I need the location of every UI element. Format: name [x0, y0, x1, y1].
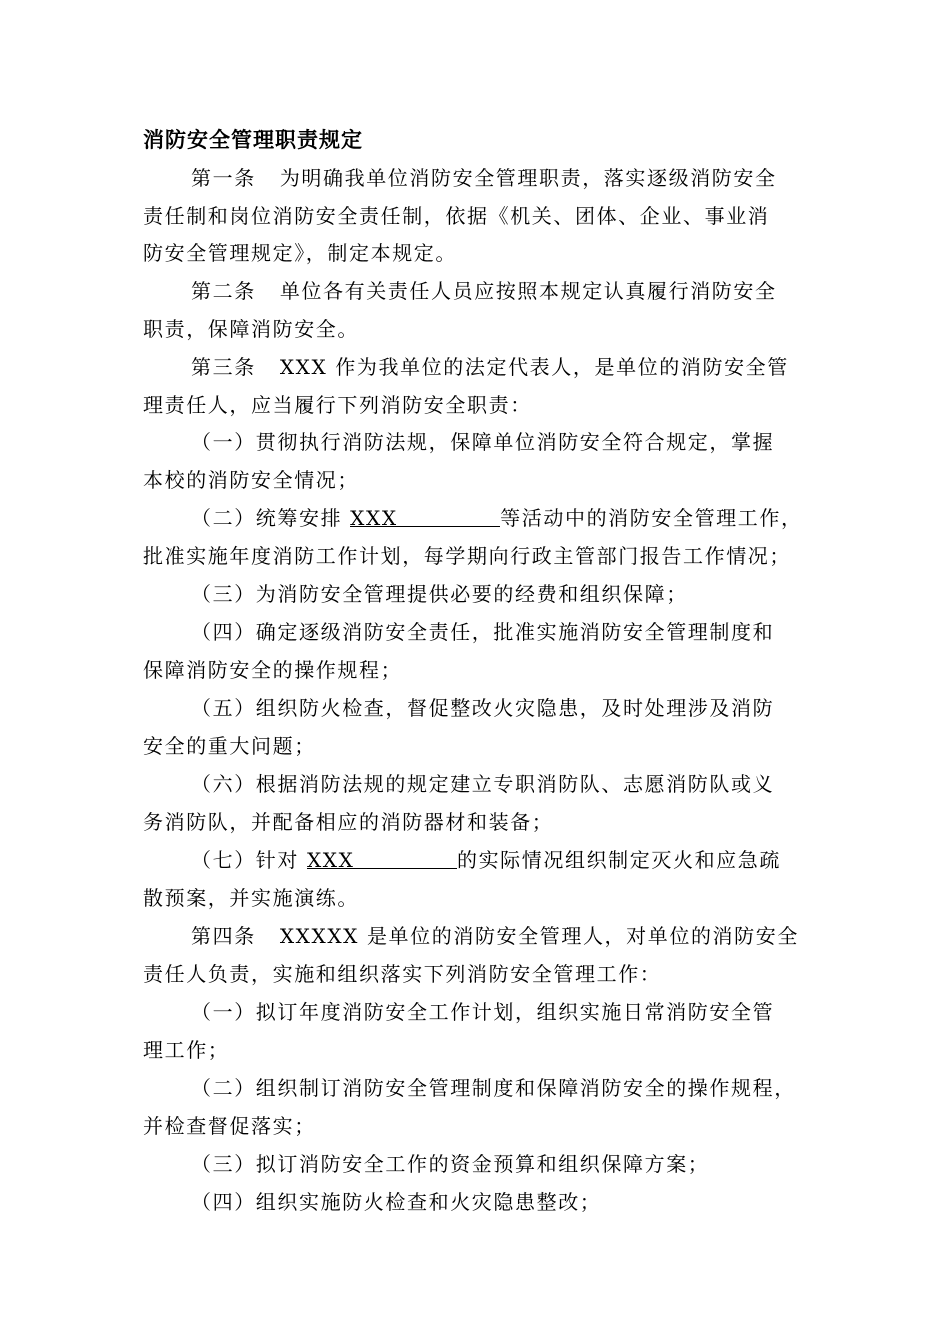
article-4-item-2-line-1: （二）组织制订消防安全管理制度和保障消防安全的操作规程， — [191, 1076, 796, 1100]
article-3-item-5-line-1: （五）组织防火检查，督促整改火灾隐患，及时处理涉及消防 — [191, 696, 775, 720]
article-3-heading: 第三条 — [191, 355, 256, 379]
article-1-line-3: 防安全管理规定》，制定本规定。 — [143, 241, 457, 265]
article-3-item-2-line-1: （二）统筹安排 XXX 等活动中的消防安全管理工作， — [191, 506, 803, 530]
article-2-heading: 第二条 — [191, 279, 256, 303]
article-4-item-1-line-1: （一）拟订年度消防安全工作计划，组织实施日常消防安全管 — [191, 1000, 775, 1024]
article-3-item-4-line-2: 保障消防安全的操作规程； — [143, 658, 403, 682]
article-4-line-1: 第四条 XXXXX 是单位的消防安全管理人，对单位的消防安全 — [191, 924, 799, 948]
article-3-item-3-line-1: （三）为消防安全管理提供必要的经费和组织保障； — [191, 582, 688, 606]
article-4-item-3-line-1: （三）拟订消防安全工作的资金预算和组织保障方案； — [191, 1152, 710, 1176]
article-3-item-1-line-2: 本校的消防安全情况； — [143, 468, 359, 492]
fill-in-blank: XXX — [307, 846, 457, 869]
article-3-item-5-line-2: 安全的重大问题； — [143, 734, 316, 758]
article-3-item-6-line-2: 务消防队，并配备相应的消防器材和装备； — [143, 810, 554, 834]
article-3-line-1: 第三条 XXX 作为我单位的法定代表人，是单位的消防安全管 — [191, 355, 789, 379]
article-3-item-1-line-1: （一）贯彻执行消防法规，保障单位消防安全符合规定，掌握 — [191, 430, 775, 454]
article-4-item-1-line-2: 理工作； — [143, 1038, 230, 1062]
document-title: 消防安全管理职责规定 — [143, 128, 363, 152]
article-4-item-2-line-2: 并检查督促落实； — [143, 1114, 316, 1138]
article-4-heading: 第四条 — [191, 924, 256, 948]
article-1-line-2: 责任制和岗位消防安全责任制，依据《机关、团体、企业、事业消 — [143, 204, 770, 228]
article-3-line-2: 理责任人，应当履行下列消防安全职责： — [143, 393, 532, 417]
article-4-line-2: 责任人负责，实施和组织落实下列消防安全管理工作： — [143, 962, 662, 986]
article-2-line-1: 第二条 单位各有关责任人员应按照本规定认真履行消防安全 — [191, 279, 777, 303]
article-3-item-2-line-2: 批准实施年度消防工作计划，每学期向行政主管部门报告工作情况； — [143, 544, 791, 568]
article-1-line-1: 第一条 为明确我单位消防安全管理职责，落实逐级消防安全 — [191, 166, 777, 190]
article-3-item-4-line-1: （四）确定逐级消防安全责任，批准实施消防安全管理制度和 — [191, 620, 775, 644]
fill-in-blank: XXX — [350, 504, 500, 527]
article-3-item-7-line-2: 散预案，并实施演练。 — [143, 886, 359, 910]
article-2-line-2: 职责，保障消防安全。 — [143, 317, 359, 341]
article-4-item-4-line-1: （四）组织实施防火检查和火灾隐患整改； — [191, 1190, 602, 1214]
article-3-item-6-line-1: （六）根据消防法规的规定建立专职消防队、志愿消防队或义 — [191, 772, 775, 796]
article-3-item-7-line-1: （七）针对 XXX 的实际情况组织制定灭火和应急疏 — [191, 848, 781, 872]
article-1-heading: 第一条 — [191, 166, 256, 190]
